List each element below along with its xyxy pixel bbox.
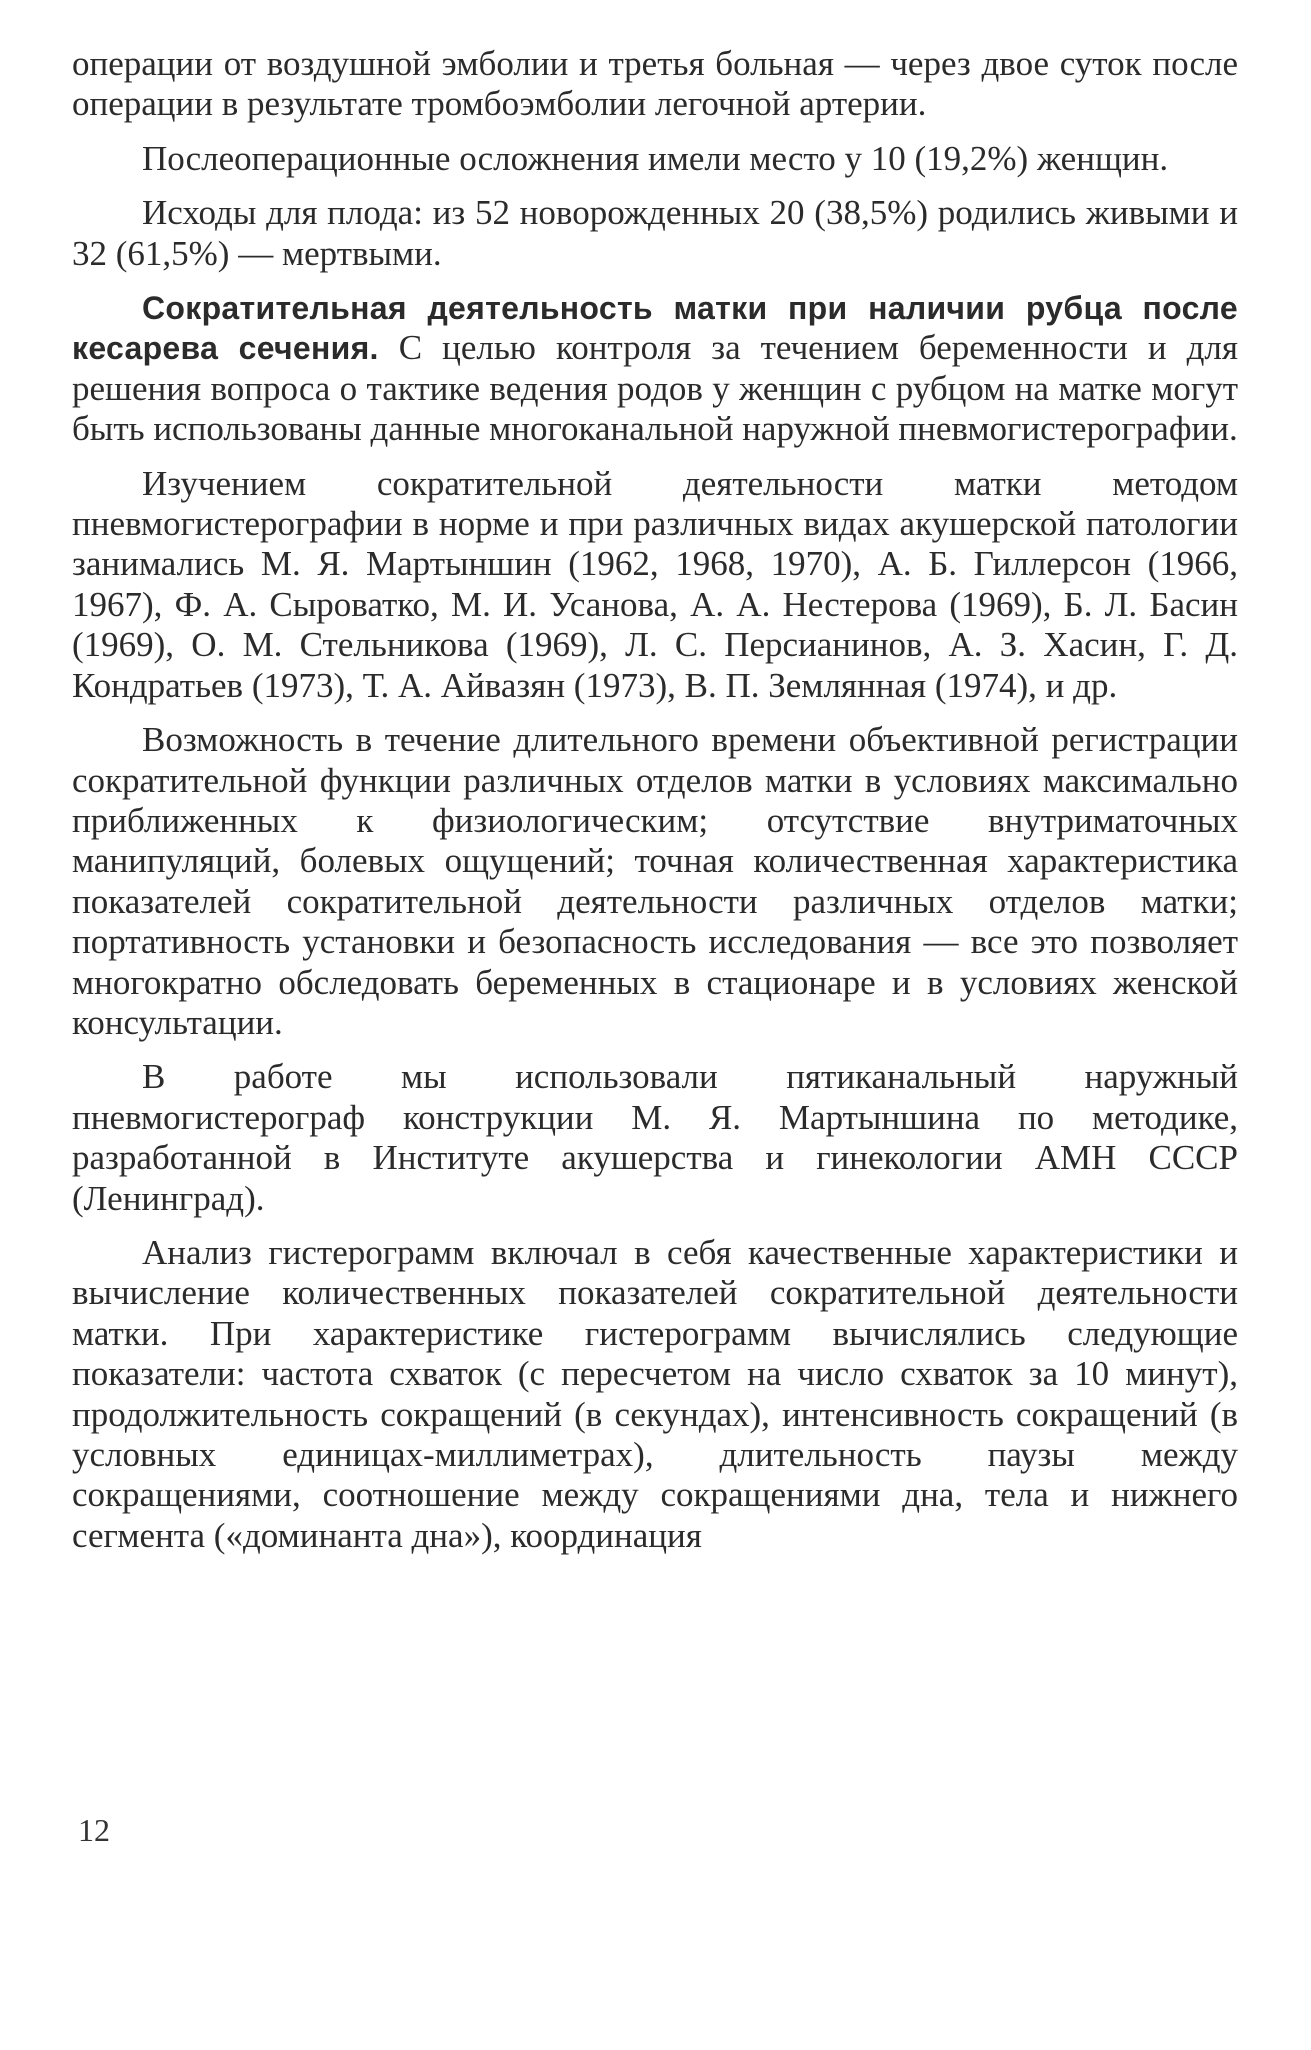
section-heading: Сократительная деятельность матки при наличии рубца после кесарева сечения. [72,290,1238,367]
section-intro-text: С целью контроля за течением беременности и для решения вопроса о тактике ведения родов у женщин с рубцом на матке могут быть использованы данные многоканальной наружной пневмогистерографии. [72,328,1238,449]
page-body [72,44,1238,1556]
paragraph-section-intro [72,288,1238,450]
paragraph-continuation: операции от воздушной эмболии и третья больная — через двое суток после операции в результате тромбоэмболии легочной артерии. [72,44,1238,124]
paragraph-advantages: Возможность в течение длительного времени объективной регистрации сократительной функции различных отделов матки в условиях максимально приближенных к физиологическим; отсутствие внутриматочных манипуляций, болевых ощущений; точная количественная характеристика показателей сократительной деятельности различных отделов матки; портативность установки и безопасность исследования — все это позволяет многократно обследовать беременных в стационаре и в условиях женской консультации. [72,720,1238,1042]
paragraph-complications: Послеоперационные осложнения имели место у 10 (19,2%) женщин. [142,138,1169,178]
paragraph-analysis: Анализ гистерограмм включал в себя качественные характеристики и вычисление количественных показателей сократительной деятельности матки. При характеристике гистерограмм вычислялись следующие показатели: частота схваток (с пересчетом на число схваток за 10 минут), продолжительность сокращений (в секундах), интенсивность сокращений (в условных единицах-миллиметрах), длительность паузы между сокращениями, соотношение между сокращениями дна, тела и нижнего сегмента («доминанта дна»), координация [72,1232,1238,1555]
page-number: 12 [78,1812,110,1848]
paragraph-fetal-outcomes: Исходы для плода: из 52 новорожденных 20 (38,5%) родились живыми и 32 (61,5%) — мертвыми. [72,193,1238,273]
paragraph-literature: Изучением сократительной деятельности матки методом пневмогистерографии в норме и при различных видах акушерской патологии занимались М. Я. Мартыншин (1962, 1968, 1970), А. Б. Гиллерсон (1966, 1967), Ф. А. Сыроватко, М. И. Усанова, А. А. Нестерова (1969), Б. Л. Басин (1969), О. М. Стельникова (1969), Л. С. Персианинов, А. З. Хасин, Г. Д. Кондратьев (1973), Т. А. Айвазян (1973), В. П. Землянная (1974), и др. [72,463,1238,705]
paragraph-method: В работе мы использовали пятиканальный наружный пневмогистерограф конструкции М. Я. Мартыншина по методике, разработанной в Институте акушерства и гинекологии АМН СССР (Ленинград). [72,1057,1238,1218]
